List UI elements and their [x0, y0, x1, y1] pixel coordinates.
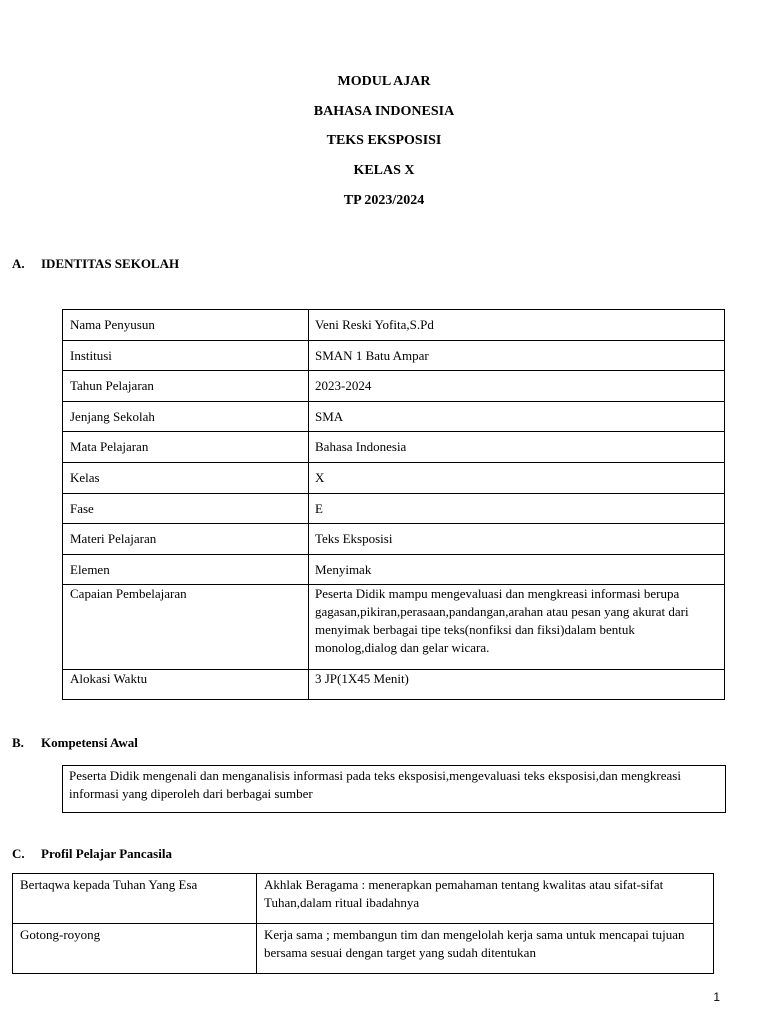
row-value: Teks Eksposisi	[309, 524, 725, 555]
section-a-letter: A.	[12, 256, 25, 271]
section-b-title: Kompetensi Awal	[41, 735, 138, 750]
kompetensi-awal-box: Peserta Didik mengenali dan menganalisis informasi pada teks eksposisi,mengevaluasi teks eksposisi,dan mengkreasi informasi yang diperoleh dari berbagai sumber	[62, 765, 726, 813]
table-row	[63, 432, 725, 463]
table-row	[13, 874, 714, 924]
row-value: 3 JP(1X45 Menit)	[309, 670, 725, 700]
section-a-heading	[12, 256, 179, 272]
section-c-title: Profil Pelajar Pancasila	[41, 846, 172, 861]
row-label: Materi Pelajaran	[63, 524, 309, 555]
row-label: Bertaqwa kepada Tuhan Yang Esa	[13, 874, 257, 924]
table-row	[63, 585, 725, 670]
row-value: Menyimak	[309, 554, 725, 585]
section-b-heading	[12, 735, 138, 751]
topic-title: TEKS EKSPOSISI	[326, 133, 442, 148]
document-title: MODUL AJAR	[337, 74, 431, 89]
table-row	[63, 554, 725, 585]
section-c-heading	[12, 846, 172, 862]
subject-title: BAHASA INDONESIA	[313, 104, 455, 119]
table-row	[63, 524, 725, 555]
row-label: Institusi	[63, 340, 309, 371]
table-row	[63, 310, 725, 341]
table-row	[63, 462, 725, 493]
section-b-letter: B.	[12, 735, 24, 750]
page-number: 1	[713, 990, 720, 1004]
row-value: Peserta Didik mampu mengevaluasi dan mengkreasi informasi berupa gagasan,pikiran,perasaan,pandangan,arahan atau pesan yang akurat dari menyimak berbagai tipe teks(nonfiksi dan fiksi)dalam bentuk monolog,dialog dan gelar wicara.	[309, 585, 725, 670]
row-label: Alokasi Waktu	[63, 670, 309, 700]
row-value: 2023-2024	[309, 371, 725, 402]
profil-pelajar-table	[12, 873, 714, 974]
row-label: Fase	[63, 493, 309, 524]
row-value: E	[309, 493, 725, 524]
school-year-title: TP 2023/2024	[343, 193, 425, 208]
row-value: Kerja sama ; membangun tim dan mengelolah kerja sama untuk mencapai tujuan bersama sesuai dengan target yang sudah ditentukan	[257, 924, 714, 974]
table-row	[63, 340, 725, 371]
row-value: Veni Reski Yofita,S.Pd	[309, 310, 725, 341]
row-label: Gotong-royong	[13, 924, 257, 974]
section-c-letter: C.	[12, 846, 25, 861]
row-label: Jenjang Sekolah	[63, 401, 309, 432]
row-value: Akhlak Beragama : menerapkan pemahaman tentang kwalitas atau sifat-sifat Tuhan,dalam ritual ibadahnya	[257, 874, 714, 924]
row-label: Nama Penyusun	[63, 310, 309, 341]
row-label: Elemen	[63, 554, 309, 585]
table-row	[63, 493, 725, 524]
row-label: Kelas	[63, 462, 309, 493]
row-value: SMA	[309, 401, 725, 432]
class-title: KELAS X	[353, 163, 415, 178]
row-value: SMAN 1 Batu Ampar	[309, 340, 725, 371]
row-label: Capaian Pembelajaran	[63, 585, 309, 670]
table-row	[63, 401, 725, 432]
table-row	[13, 924, 714, 974]
table-row	[63, 371, 725, 402]
row-label: Mata Pelajaran	[63, 432, 309, 463]
identity-table	[62, 309, 725, 700]
row-label: Tahun Pelajaran	[63, 371, 309, 402]
row-value: Bahasa Indonesia	[309, 432, 725, 463]
row-value: X	[309, 462, 725, 493]
table-row	[63, 670, 725, 700]
section-a-title: IDENTITAS SEKOLAH	[41, 256, 180, 271]
